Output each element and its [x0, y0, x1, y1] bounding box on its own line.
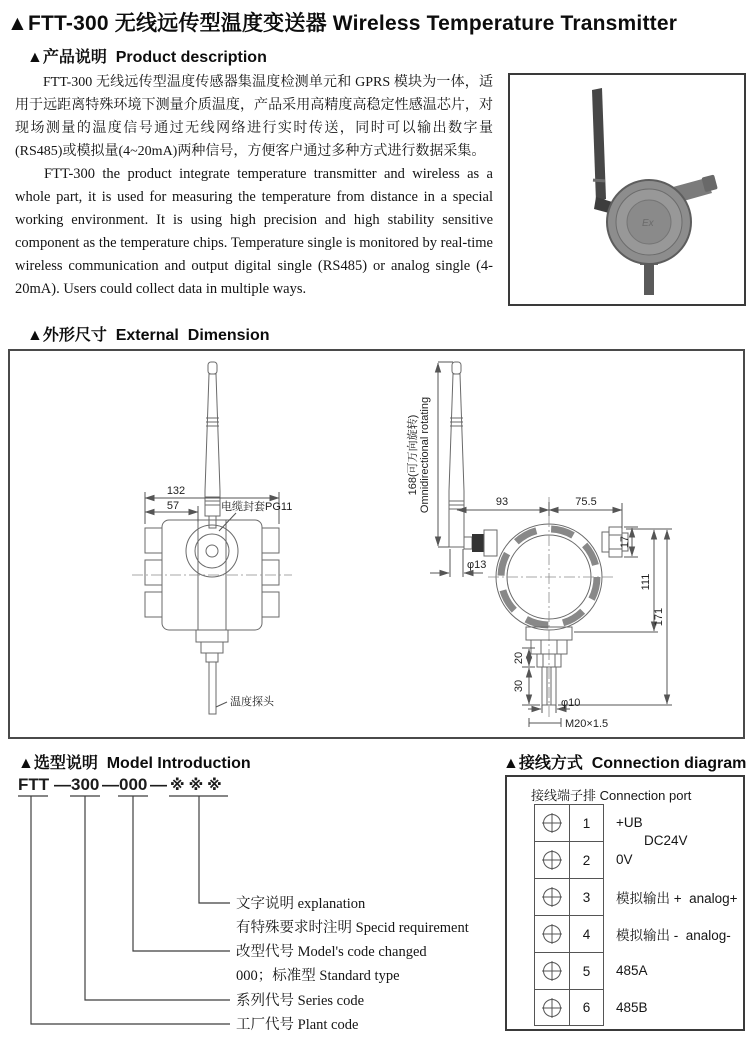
dim-m20: M20×1.5	[565, 718, 609, 730]
terminal-label: +UB	[616, 815, 643, 830]
dim-57: 57	[166, 500, 180, 512]
model-dash: —	[54, 775, 71, 794]
terminal-row	[534, 952, 738, 989]
product-photo-image	[510, 75, 744, 304]
dim-30: 30	[513, 679, 525, 693]
cable-gland-label: 电缆封套PG11	[221, 501, 293, 513]
model-label-explanation: 文字说明 explanation	[236, 896, 366, 912]
terminal-row	[534, 841, 738, 878]
terminal-label: 0V	[616, 852, 633, 867]
dimension-drawing-box	[8, 349, 745, 739]
dim-phi10: φ10	[561, 697, 581, 709]
terminal-label: 模拟输出 - analog-	[616, 927, 731, 943]
terminal-screw-cell	[534, 915, 569, 952]
terminal-screw-cell	[534, 952, 569, 989]
model-label-plant-code: 工厂代号 Plant code	[236, 1017, 359, 1033]
probe-label: 温度探头	[230, 696, 274, 708]
front-view-drawing	[405, 362, 672, 730]
terminal-label: 模拟输出 + analog+	[616, 890, 738, 906]
terminal-number: 5	[569, 952, 604, 989]
dim-171: 171	[653, 607, 665, 627]
section-heading-product-description: ▲产品说明 Product description	[27, 49, 267, 66]
dim-20: 20	[513, 651, 525, 665]
model-label-series-code: 系列代号 Series code	[236, 993, 365, 1009]
model-dash: —	[150, 775, 167, 794]
terminal-number: 6	[569, 989, 604, 1026]
terminal-screw-cell	[534, 878, 569, 915]
terminal-screw-icon	[540, 959, 564, 983]
model-code-lines	[18, 796, 230, 1024]
section-heading-connection-diagram: ▲接线方式 Connection diagram	[503, 755, 747, 772]
page-title: ▲FTT-300 无线远传型温度变送器 Wireless Temperature Transmitter	[7, 12, 678, 35]
section-heading-external-dimension: ▲外形尺寸 External Dimension	[27, 327, 270, 344]
connection-port-title: 接线端子排 Connection port	[531, 788, 692, 803]
product-description-text	[15, 71, 493, 301]
terminal-number: 2	[569, 841, 604, 878]
model-label-special-requirement: 有特殊要求时注明 Specid requirement	[236, 920, 469, 936]
model-segment-plant: FTT	[18, 775, 50, 794]
dim-132: 132	[166, 485, 186, 497]
model-segment-special: ※※※	[170, 777, 226, 794]
model-dash: —	[102, 775, 119, 794]
product-description-en: FTT-300 the product integrate temperature transmitter and wireless as a whole part, it is used for measuring the temperature from distance in a special working environment. It is using high precision and high stability sensitive component as the temperature chips. Temperature single is monitored by real-time wireless communication and output digital single (RS485) or analog single (4-20mA). Users could collect data in multiple ways.	[15, 166, 493, 297]
model-segment-series: 300	[71, 775, 100, 794]
connection-diagram-box	[505, 775, 745, 1031]
terminal-label: 485B	[616, 1000, 648, 1015]
model-label-standard-type: 000；标准型 Standard type	[236, 968, 400, 984]
terminal-screw-cell	[534, 804, 569, 841]
terminal-screw-icon	[540, 811, 564, 835]
dimension-drawing	[10, 351, 743, 737]
product-description-zh: FTT-300 无线远传型温度传感器集温度检测单元和 GPRS 模块为一体，适用于远距离特殊环境下测量介质温度，产品采用高精度高稳定性感温芯片，对现场测量的温度信号通过无线网络进行实时传送，同时可以输出数字量(RS485)或模拟量(4~20mA)两种信号，方便客户通过多种方式进行数据采集。	[15, 75, 493, 159]
photo-probe	[644, 263, 654, 295]
terminal-screw-icon	[540, 996, 564, 1020]
terminal-screw-icon	[540, 885, 564, 909]
terminal-number: 3	[569, 878, 604, 915]
antenna-label-zh: 168(可万向旋转)	[407, 414, 419, 496]
product-photo	[508, 73, 746, 306]
dim-17: 17	[619, 535, 631, 549]
terminal-row	[534, 804, 738, 841]
terminal-table	[534, 804, 738, 1026]
side-view-drawing	[132, 362, 292, 714]
dim-93: 93	[495, 496, 509, 508]
terminal-screw-cell	[534, 841, 569, 878]
photo-antenna	[592, 88, 606, 202]
terminal-label: 485A	[616, 963, 648, 978]
terminal-number: 1	[569, 804, 604, 841]
terminal-row	[534, 878, 738, 915]
terminal-row	[534, 915, 738, 952]
terminal-screw-icon	[540, 922, 564, 946]
antenna-label-en: Omnidirectional rotating	[419, 396, 431, 514]
dim-phi13: φ13	[467, 559, 487, 571]
power-label: DC24V	[644, 833, 688, 848]
dim-75-5: 75.5	[575, 496, 597, 508]
dim-111: 111	[640, 573, 652, 591]
photo-body-marking: Ex	[642, 218, 654, 229]
model-segment-code: 000	[119, 775, 148, 794]
terminal-row	[534, 989, 738, 1026]
terminal-screw-cell	[534, 989, 569, 1026]
model-code-diagram	[15, 772, 490, 1034]
section-heading-model-introduction: ▲选型说明 Model Introduction	[18, 755, 251, 772]
terminal-number: 4	[569, 915, 604, 952]
model-label-model-changed: 改型代号 Model's code changed	[236, 944, 427, 960]
terminal-screw-icon	[540, 848, 564, 872]
